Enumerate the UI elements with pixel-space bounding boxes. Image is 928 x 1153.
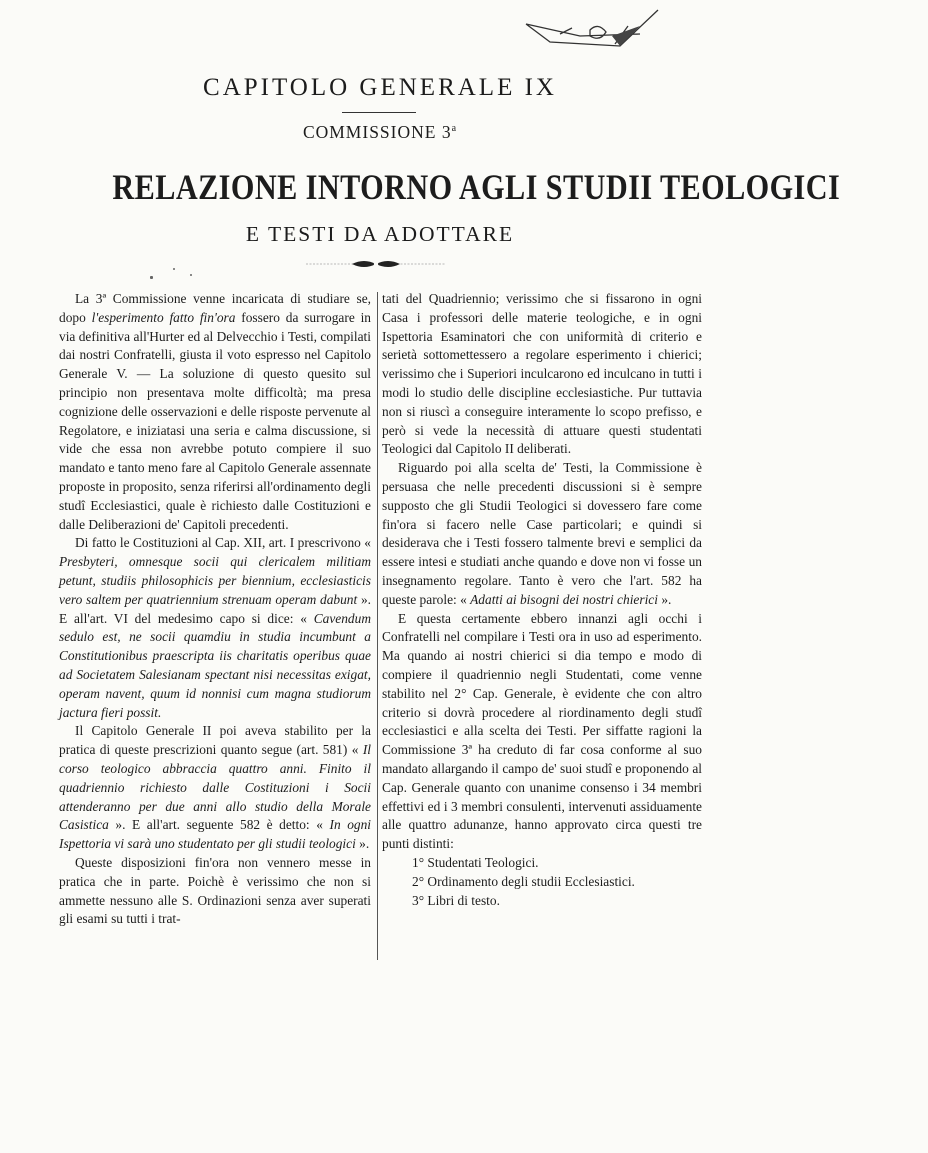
commission-heading: COMMISSIONE 3$^a$ xyxy=(302,122,458,142)
text-run: ». E all'art. seguente 582 è detto: « xyxy=(108,817,330,833)
paragraph xyxy=(382,610,702,854)
left-text-column xyxy=(59,290,371,929)
text-run: Di fatto le Costituzioni al Cap. XII, art. I prescrivono « xyxy=(75,535,371,551)
text-run: ». xyxy=(355,836,370,852)
stray-mark xyxy=(150,276,153,279)
text-run: ». xyxy=(657,591,672,607)
document-subtitle: E TESTI DA ADOTTARE xyxy=(245,222,515,246)
paragraph xyxy=(59,290,371,534)
text-run: E questa certamente ebbero innanzi agli occhi i Confratelli nel compilare i Testi ora in uso ad esperimento. Ma quando ai nostri chierici si dia tempo e modo di compiere il quadriennio negli Studentati, come venne stabilito nel 2° Cap. Generale, è evidente che con altro criterio si dovrà procedere al riordinamento degli studî ecclesiastici e alla scelta dei Testi. Per siffatte ragioni la Commissione 3ª ha creduto di far cosa conforme al suo mandato allargando il campo de' suoi studî e proponendo al Cap. Generale quanto con unanime consenso i 34 membri effettivi ed i 3 membri consulenti, intervenuti assiduamente alle quattro adunanze, hanno approvato circa questi tre punti distinti: xyxy=(382,610,702,852)
list-item: 2° Ordinamento degli studii Ecclesiastici. xyxy=(412,873,635,889)
heading-divider xyxy=(342,112,416,113)
paragraph xyxy=(59,534,371,722)
text-run: La 3ª Commissione venne incaricata di studiare se, dopo xyxy=(59,291,371,325)
stray-mark xyxy=(190,274,192,276)
italic-quote: l'esperimento fatto fin'ora xyxy=(91,309,236,325)
italic-quote: Presbyteri, omnesque socii qui clericalem militiam petunt, studiis philosophicis per biennium, ecclesiasticis vero saltem per quatriennium strenuam operam dabunt xyxy=(59,554,371,607)
text-run: Il Capitolo Generale II poi aveva stabilito per la pratica di queste prescrizioni quanto segue (art. 581) « xyxy=(59,723,371,758)
column-divider xyxy=(377,292,378,960)
text-run: fossero da surrogare in via definitiva all'Hurter ed al Delvecchio i Testi, compilati dai nostri Confratelli, giusta il voto espresso nel Capitolo Generale V. — La soluzione di questo quesito sul principio non presentava molte difficoltà; ma presa cognizione delle osservazioni e delle risposte pervenute al Regolatore, e iniziatasi una seria e calma discussione, si vide che essa non avrebbe potuto compiere il suo mandato e tanto meno fare al Capitolo Generale assennate proposte in proposito, senza riferirsi all'ordinamento degli studî Ecclesiastici, quale è richiesto dalle Costituzioni e dalle Deliberazioni de' Capitoli precedenti. xyxy=(59,309,371,532)
points-list xyxy=(382,854,702,910)
paragraph xyxy=(59,722,371,854)
text-run: Queste disposizioni fin'ora non vennero messe in pratica che in parte. Poichè è verissimo che non si ammette nessuno alle S. Ordinazioni senza aver superati gli esami su tutti i trat- xyxy=(59,854,371,927)
list-item: 3° Libri di testo. xyxy=(412,892,500,908)
paragraph xyxy=(59,854,371,929)
list-item: 1° Studentati Teologici. xyxy=(412,854,539,870)
text-run: Riguardo poi alla scelta de' Testi, la Commissione è persuasa che nelle precedenti discussioni si è sempre supposto che gli Studii Teologici si dovessero fare come fin'ora si facero nelle Case particolari; e quindi si desiderava che i Testi fossero talmente brevi e semplici da essere intesi e studiati anche quando e dove non vi fosse un insegnamento regolare. Tanto è vero che l'art. 582 ha queste parole: « xyxy=(382,460,702,607)
chapter-heading: CAPITOLO GENERALE IX xyxy=(203,74,557,101)
title-ornament xyxy=(302,258,450,270)
document-title: RELAZIONE INTORNO AGLI STUDII TEOLOGICI xyxy=(112,167,841,207)
italic-quote: In ogni Ispettoria vi sarà uno studentato per gli studii teologici xyxy=(59,817,372,852)
text-run: ». E all'art. VI del medesimo capo si dice: « xyxy=(59,591,371,626)
italic-quote: Adatti ai bisogni dei nostri chierici xyxy=(470,591,658,607)
stray-mark xyxy=(173,268,175,270)
handwritten-scribble xyxy=(520,6,665,52)
text-run: tati del Quadriennio; verissimo che si fissarono in ogni Casa i professori delle materie teologiche, e in ogni Ispettoria Esaminatori che con uniformità di criterio e serietà sottomettessero a regolare esperimento i chierici; verissimo che i Superiori inculcarono ed inculcano in tutti i modi lo studio delle discipline ecclesiastiche. Pur tuttavia non si riuscì a conseguire interamente lo scopo prefisso, e però si vede la necessità di attuare questi studentati Teologici dal Capitolo II deliberati. xyxy=(382,291,702,457)
paragraph xyxy=(382,290,702,459)
right-text-column xyxy=(382,290,702,910)
paragraph xyxy=(382,459,702,609)
italic-quote: Cavendum sedulo est, ne socii quamdiu in studia incumbunt a Constitutionibus praescripta iis charitatis operibus quae ad Societatem Salesianam spectant nisi necessitas exigat, operam navent, quum id nonnisi cum magna studiorum jactura fieri possit. xyxy=(59,610,371,720)
italic-quote: Il corso teologico abbraccia quattro anni. Finito il quadriennio richiesto dalle Costituzioni i Socii attenderanno per due anni allo studio della Morale Casistica xyxy=(59,742,371,833)
